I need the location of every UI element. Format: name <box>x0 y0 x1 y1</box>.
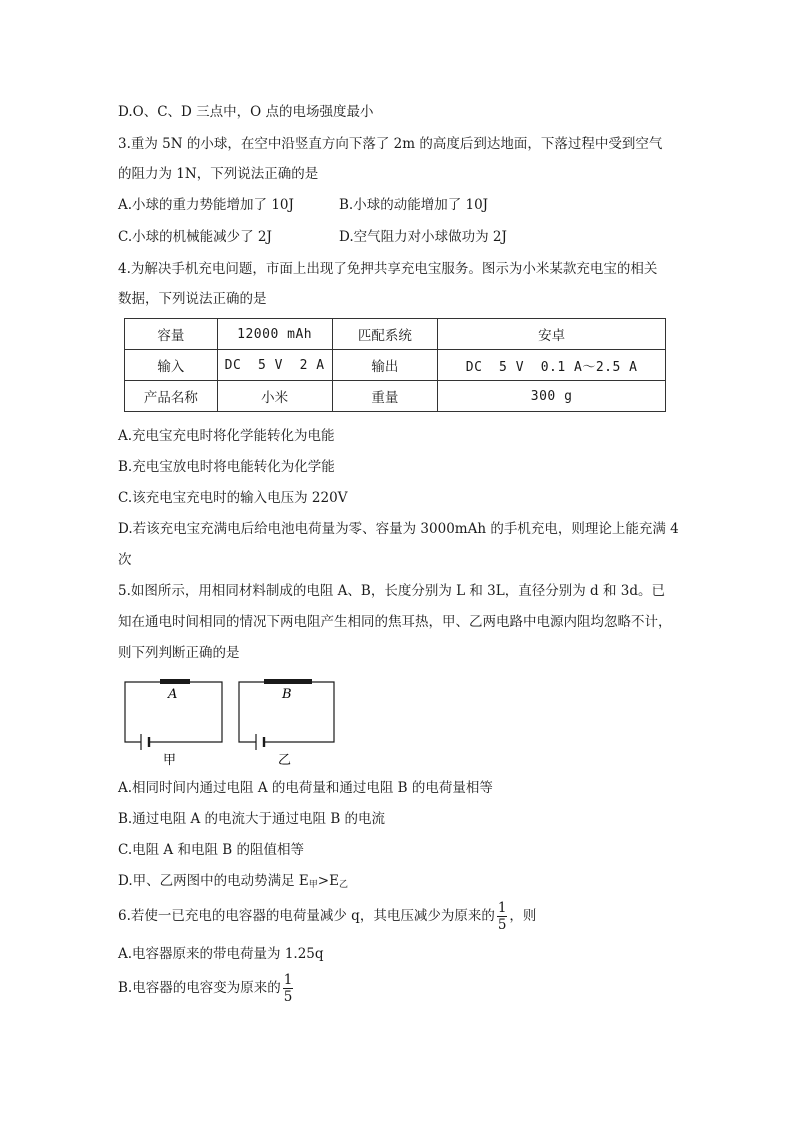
circuit-jia-label: 甲 <box>163 753 177 768</box>
q6-stem-tail: ，则 <box>509 908 537 924</box>
fraction-one-fifth: $\frac{1}{5}$ <box>497 900 507 933</box>
subscript-jia: 甲 <box>308 880 318 890</box>
q4-stem-line1: 4.为解决手机充电问题，市面上出现了免押共享充电宝服务。图示为小米某款充电宝的相关 <box>118 261 658 277</box>
table-cell: 12000 mAh <box>217 319 332 350</box>
resistor-b <box>264 679 312 684</box>
q5-option-d-text: D.甲、乙两图中的电动势满足 E <box>118 873 309 889</box>
q3-option-c: C.小球的机械能减少了 2J <box>118 229 272 245</box>
circuit-figure <box>118 672 338 772</box>
q6-stem <box>118 898 536 934</box>
q6-stem-text: 6.若使一已充电的电容器的电荷量减少 q，其电压减少为原来的 <box>118 908 495 924</box>
table-cell: 匹配系统 <box>332 319 438 350</box>
q3-stem-line1: 3.重为 5N 的小球，在空中沿竖直方向下落了 2m 的高度后到达地面，下落过程中受到空气 <box>118 136 663 152</box>
circuit-yi-label: 乙 <box>278 753 292 768</box>
table-cell: 输出 <box>332 350 438 381</box>
resistor-b-label: B <box>282 687 292 702</box>
q4-option-a: A.充电宝充电时将化学能转化为电能 <box>118 428 335 444</box>
fraction-one-fifth: $\frac{1}{5}$ <box>283 972 293 1005</box>
table-cell: 容量 <box>125 319 218 350</box>
q5-option-a: A.相同时间内通过电阻 A 的电荷量和通过电阻 B 的电荷量相等 <box>118 780 493 796</box>
table-cell: 300 g <box>438 381 666 412</box>
table-row <box>125 319 666 350</box>
table-cell: 产品名称 <box>125 381 218 412</box>
q6-option-a: A.电容器原来的带电荷量为 1.25q <box>118 946 324 962</box>
subscript-yi: 乙 <box>338 880 348 890</box>
table-cell: 小米 <box>217 381 332 412</box>
q4-option-b: B.充电宝放电时将电能转化为化学能 <box>118 459 335 475</box>
table-cell: DC 5 V 0.1 A～2.5 A <box>438 350 666 381</box>
q5-option-d <box>118 871 348 895</box>
q3-option-a: A.小球的重力势能增加了 10J <box>118 197 294 213</box>
q5-stem-line2: 知在通电时间相同的情况下两电阻产生相同的焦耳热，甲、乙两电路中电源内阻均忽略不计， <box>118 614 672 630</box>
circuit-yi <box>239 679 334 768</box>
q4-option-d-line1: D.若该充电宝充满电后给电池电荷量为零、容量为 3000mAh 的手机充电，则理论上能充满 4 <box>118 521 679 537</box>
q2-option-d: D.O、C、D 三点中，O 点的电场强度最小 <box>118 104 374 120</box>
q5-option-b: B.通过电阻 A 的电流大于通过电阻 B 的电流 <box>118 811 386 827</box>
circuit-jia <box>125 679 222 768</box>
q3-stem-line2: 的阻力为 1N，下列说法正确的是 <box>118 166 319 182</box>
q6-option-b-text: B.电容器的电容变为原来的 <box>118 980 281 996</box>
q5-stem-line3: 则下列判断正确的是 <box>118 645 240 661</box>
table-row <box>125 350 666 381</box>
power-bank-spec-table <box>124 318 666 412</box>
q4-option-c: C.该充电宝充电时的输入电压为 220V <box>118 490 348 506</box>
q5-option-d-mid: >E <box>317 873 339 889</box>
table-cell: 输入 <box>125 350 218 381</box>
q4-option-d-line2: 次 <box>118 552 132 568</box>
q3-option-b: B.小球的动能增加了 10J <box>339 197 489 213</box>
q4-stem-line2: 数据，下列说法正确的是 <box>118 291 267 307</box>
q5-stem-line1: 5.如图所示，用相同材料制成的电阻 A、B，长度分别为 L 和 3L，直径分别为 d 和 3d。已 <box>118 583 665 599</box>
table-row <box>125 381 666 412</box>
resistor-a-label: A <box>168 687 178 702</box>
q6-option-b <box>118 970 295 1006</box>
table-cell: 重量 <box>332 381 438 412</box>
table-cell: 安卓 <box>438 319 666 350</box>
table-cell: DC 5 V 2 A <box>217 350 332 381</box>
resistor-a <box>160 679 190 684</box>
q3-option-d: D.空气阻力对小球做功为 2J <box>339 229 507 245</box>
q5-option-c: C.电阻 A 和电阻 B 的阻值相等 <box>118 842 304 858</box>
